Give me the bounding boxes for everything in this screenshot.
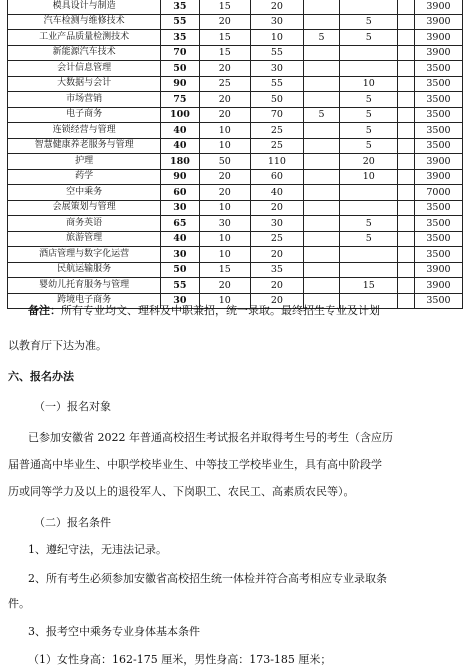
table-cell: [398, 247, 415, 263]
table-cell: 110: [251, 154, 304, 170]
table-cell: [340, 61, 398, 77]
table-cell: 20: [251, 0, 304, 14]
subheading-target: （一）报名对象: [34, 400, 111, 413]
table-cell: 60: [161, 185, 199, 201]
table-cell: [303, 76, 340, 92]
table-row: [8, 154, 463, 170]
table-cell: 10: [199, 293, 251, 309]
major-name-cell: 空中乘务: [8, 185, 161, 201]
paragraph-line: 历或同等学力及以上的退役军人、下岗职工、农民工、高素质农民等）。: [8, 485, 355, 498]
table-cell: [340, 0, 398, 14]
condition-item: 3、报考空中乘务专业身体基本条件: [28, 625, 200, 638]
table-cell: 3500: [414, 231, 462, 247]
table-cell: [303, 231, 340, 247]
table-row: [8, 0, 463, 14]
table-cell: 3900: [414, 0, 462, 14]
table-cell: [303, 0, 340, 14]
table-cell: 20: [199, 278, 251, 294]
table-cell: [303, 14, 340, 30]
major-name-cell: 商务英语: [8, 216, 161, 232]
table-cell: [398, 107, 415, 123]
table-row: [8, 231, 463, 247]
table-cell: 20: [251, 200, 304, 216]
table-row: [8, 45, 463, 61]
table-cell: [340, 45, 398, 61]
table-cell: 10: [340, 169, 398, 185]
table-cell: 55: [161, 14, 199, 30]
note-line-2: 以教育厅下达为准。: [8, 339, 107, 352]
table-cell: 10: [251, 30, 304, 46]
table-cell: 3900: [414, 154, 462, 170]
table-cell: 60: [251, 169, 304, 185]
table-cell: 3900: [414, 262, 462, 278]
table-cell: 3500: [414, 123, 462, 139]
major-name-cell: 大数据与会计: [8, 76, 161, 92]
table-cell: 30: [251, 14, 304, 30]
section-heading: 六、报名办法: [8, 370, 74, 383]
major-name-cell: 电子商务: [8, 107, 161, 123]
table-row: [8, 14, 463, 30]
table-cell: 3500: [414, 61, 462, 77]
major-name-cell: 护理: [8, 154, 161, 170]
table-cell: [340, 200, 398, 216]
table-cell: 70: [161, 45, 199, 61]
major-name-cell: 汽车检测与维修技术: [8, 14, 161, 30]
table-cell: [303, 123, 340, 139]
paragraph-line: 已参加安徽省 2022 年普通高校招生考试报名并取得考生号的考生（含应历: [28, 431, 393, 444]
major-name-cell: 新能源汽车技术: [8, 45, 161, 61]
table-cell: 50: [251, 92, 304, 108]
table-cell: [398, 138, 415, 154]
table-cell: 20: [199, 107, 251, 123]
table-cell: [398, 216, 415, 232]
table-cell: [340, 262, 398, 278]
table-cell: 5: [340, 14, 398, 30]
table-cell: 10: [199, 231, 251, 247]
table-cell: [303, 92, 340, 108]
note-text: 所有专业均文、理科及中职兼招，统一录取。最终招生专业及计划: [61, 304, 380, 317]
table-cell: 40: [161, 138, 199, 154]
table-cell: 3900: [414, 45, 462, 61]
table-cell: [303, 185, 340, 201]
table-cell: [303, 169, 340, 185]
major-name-cell: 旅游管理: [8, 231, 161, 247]
table-cell: 3500: [414, 216, 462, 232]
table-cell: 20: [199, 61, 251, 77]
major-name-cell: 市场营销: [8, 92, 161, 108]
table-cell: 15: [199, 30, 251, 46]
table-row: [8, 262, 463, 278]
table-cell: [340, 247, 398, 263]
table-cell: 10: [199, 247, 251, 263]
table-cell: [398, 185, 415, 201]
table-cell: 20: [251, 293, 304, 309]
major-name-cell: 模具设计与制造: [8, 0, 161, 14]
table-row: [8, 278, 463, 294]
table-cell: 65: [161, 216, 199, 232]
paragraph-line: 届普通高中毕业生、中职学校毕业生、中等技工学校毕业生，具有高中阶段学: [8, 458, 382, 471]
table-cell: 70: [251, 107, 304, 123]
table-row: [8, 123, 463, 139]
table-cell: 3500: [414, 107, 462, 123]
table-cell: [303, 45, 340, 61]
table-cell: 40: [161, 231, 199, 247]
table-cell: 5: [340, 138, 398, 154]
condition-subitem: （1）女性身高：162-175 厘米，男性身高：173-185 厘米；: [28, 653, 332, 666]
table-cell: [398, 30, 415, 46]
table-cell: 20: [251, 247, 304, 263]
table-cell: 20: [199, 92, 251, 108]
table-cell: 20: [199, 169, 251, 185]
condition-item: 1、遵纪守法，无违法记录。: [28, 543, 167, 556]
table-cell: 180: [161, 154, 199, 170]
table-cell: 30: [251, 61, 304, 77]
condition-item-cont: 件。: [8, 597, 30, 610]
table-row: [8, 107, 463, 123]
table-cell: 3900: [414, 14, 462, 30]
table-row: [8, 185, 463, 201]
table-row: [8, 61, 463, 77]
table-cell: 5: [303, 107, 340, 123]
table-row: [8, 30, 463, 46]
table-cell: [398, 123, 415, 139]
table-cell: 10: [340, 76, 398, 92]
table-cell: [398, 61, 415, 77]
table-cell: 25: [251, 138, 304, 154]
major-name-cell: 跨境电子商务: [8, 293, 161, 309]
table-cell: 3500: [414, 76, 462, 92]
table-cell: [398, 262, 415, 278]
table-cell: 3900: [414, 30, 462, 46]
table-cell: [303, 262, 340, 278]
table-cell: [398, 169, 415, 185]
table-cell: 30: [161, 200, 199, 216]
table-row: [8, 216, 463, 232]
table-cell: 3500: [414, 293, 462, 309]
table-cell: 75: [161, 92, 199, 108]
table-cell: [340, 185, 398, 201]
table-cell: 30: [199, 216, 251, 232]
table-cell: 50: [199, 154, 251, 170]
table-cell: 40: [161, 123, 199, 139]
table-cell: 3900: [414, 278, 462, 294]
major-name-cell: 婴幼儿托育服务与管理: [8, 278, 161, 294]
table-cell: 10: [199, 123, 251, 139]
table-cell: 30: [161, 293, 199, 309]
table-cell: 90: [161, 169, 199, 185]
table-cell: 50: [161, 262, 199, 278]
table-cell: [303, 154, 340, 170]
table-cell: [303, 138, 340, 154]
table-cell: 7000: [414, 185, 462, 201]
table-cell: 35: [251, 262, 304, 278]
table-cell: 55: [251, 45, 304, 61]
table-cell: [398, 200, 415, 216]
major-name-cell: 连锁经营与管理: [8, 123, 161, 139]
table-cell: 3500: [414, 200, 462, 216]
major-name-cell: 药学: [8, 169, 161, 185]
table-cell: [398, 154, 415, 170]
condition-item: 2、所有考生必须参加安徽省高校招生统一体检并符合高考相应专业录取条: [28, 572, 387, 585]
table-cell: [303, 278, 340, 294]
table-cell: 25: [251, 123, 304, 139]
table-cell: 55: [251, 76, 304, 92]
table-cell: 35: [161, 0, 199, 14]
table-cell: 5: [340, 107, 398, 123]
table-cell: [398, 76, 415, 92]
table-cell: 20: [199, 14, 251, 30]
table-cell: 35: [161, 30, 199, 46]
note-label: 备注：: [28, 304, 61, 317]
table-row: [8, 200, 463, 216]
table-cell: 30: [251, 216, 304, 232]
table-cell: 5: [340, 92, 398, 108]
table-row: [8, 247, 463, 263]
table-cell: 10: [199, 138, 251, 154]
major-name-cell: 酒店管理与数字化运营: [8, 247, 161, 263]
table-cell: 15: [199, 0, 251, 14]
table-cell: 25: [251, 231, 304, 247]
table-cell: 90: [161, 76, 199, 92]
table-cell: 5: [340, 231, 398, 247]
table-cell: [398, 14, 415, 30]
enrollment-plan-table: [7, 0, 463, 309]
table-cell: [398, 0, 415, 14]
table-cell: [303, 61, 340, 77]
table-cell: [303, 200, 340, 216]
table-cell: 20: [340, 154, 398, 170]
table-cell: 100: [161, 107, 199, 123]
table-cell: 15: [199, 45, 251, 61]
table-cell: [398, 92, 415, 108]
major-name-cell: 智慧健康养老服务与管理: [8, 138, 161, 154]
table-cell: [398, 231, 415, 247]
major-name-cell: 民航运输服务: [8, 262, 161, 278]
table-cell: 50: [161, 61, 199, 77]
table-cell: 20: [251, 278, 304, 294]
subheading-conditions: （二）报名条件: [34, 516, 111, 529]
major-name-cell: 会展策划与管理: [8, 200, 161, 216]
table-cell: 15: [199, 262, 251, 278]
table-row: [8, 169, 463, 185]
table-cell: 10: [199, 200, 251, 216]
major-name-cell: 会计信息管理: [8, 61, 161, 77]
table-cell: 15: [340, 278, 398, 294]
major-name-cell: 工业产品质量检测技术: [8, 30, 161, 46]
table-cell: 3500: [414, 138, 462, 154]
table-cell: [303, 216, 340, 232]
note-line: [0, 303, 463, 319]
table-cell: 5: [340, 216, 398, 232]
table-cell: 40: [251, 185, 304, 201]
table-cell: 3500: [414, 247, 462, 263]
table-row: [8, 92, 463, 108]
table-cell: 55: [161, 278, 199, 294]
table-cell: [398, 278, 415, 294]
table-cell: 3500: [414, 92, 462, 108]
table-cell: 3900: [414, 169, 462, 185]
table-cell: 5: [303, 30, 340, 46]
table-cell: [398, 45, 415, 61]
table-cell: 30: [161, 247, 199, 263]
table-cell: 5: [340, 123, 398, 139]
table-cell: 5: [340, 30, 398, 46]
table-row: [8, 76, 463, 92]
table-cell: 25: [199, 76, 251, 92]
table-cell: [303, 247, 340, 263]
table-row: [8, 138, 463, 154]
table-cell: 20: [199, 185, 251, 201]
